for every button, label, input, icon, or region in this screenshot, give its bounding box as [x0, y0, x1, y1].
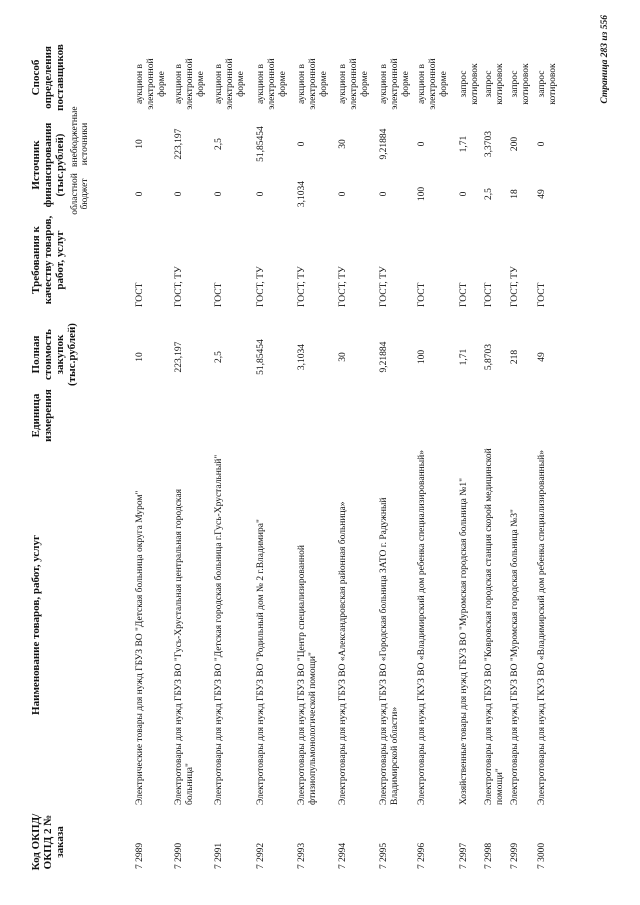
- row-requirements: ГОСТ, ТУ: [379, 266, 389, 307]
- row-cost: 100: [417, 349, 427, 365]
- row-regional: 100: [417, 186, 427, 202]
- row-cost: 51,85454: [256, 339, 266, 375]
- row-requirements: ГОСТ, ТУ: [256, 266, 266, 307]
- row-extra: 1,71: [459, 135, 469, 153]
- row-code: 7 2989: [135, 842, 145, 869]
- row-cost: 218: [510, 349, 520, 365]
- row-requirements: ГОСТ, ТУ: [174, 266, 184, 307]
- row-method: запрос котировок: [459, 63, 480, 105]
- row-code: 7 2998: [484, 842, 494, 869]
- row-code: 7 2996: [417, 842, 427, 869]
- row-regional: 0: [256, 191, 266, 197]
- row-name: Электротовары для нужд ГБУЗ ВО "Детская городская больница г.Гусь-Хрустальный": [214, 454, 224, 805]
- row-regional: 0: [135, 191, 145, 197]
- row-code: 7 2994: [338, 842, 348, 869]
- row-regional: 0: [174, 191, 184, 197]
- row-name: Электротовары для нужд ГБУЗ ВО "Ковровская городская станция скорой медицинской помощи": [484, 448, 505, 805]
- row-cost: 30: [338, 352, 348, 362]
- header-requirements: Требования к качеству товаров, работ, услуг: [30, 215, 66, 305]
- page-footer: Страница 283 из 556: [600, 15, 610, 104]
- row-regional: 3,1034: [297, 180, 307, 208]
- header-source: Источник финансирования (тыс.рублей): [30, 122, 66, 208]
- row-name: Электротовары для нужд ГБУЗ ВО "Центр специализированной фтизиопульмонологической помощи": [297, 545, 318, 805]
- header-name: Наименование товаров, работ, услуг: [30, 535, 42, 715]
- row-code: 7 2999: [510, 842, 520, 869]
- row-method: аукцион в электронной форме: [135, 58, 167, 110]
- row-regional: 49: [537, 189, 547, 199]
- row-cost: 10: [135, 352, 145, 362]
- header-source-extra: внебюджетные источники: [70, 106, 90, 167]
- row-method: аукцион в электронной форме: [214, 58, 246, 110]
- row-method: запрос котировок: [484, 63, 505, 105]
- row-cost: 2,5: [214, 351, 224, 363]
- row-extra: 0: [297, 141, 307, 147]
- row-name: Электротовары для нужд ГБУЗ ВО "Гусь-Хрустальная центральная городская больница": [174, 489, 195, 805]
- row-method: аукцион в электронной форме: [174, 58, 206, 110]
- row-method: аукцион в электронной форме: [256, 58, 288, 110]
- row-name: Электротовары для нужд ГБУЗ ВО "Муромская городская больница №3": [510, 509, 520, 805]
- row-regional: 0: [214, 191, 224, 197]
- row-method: запрос котировок: [510, 63, 531, 105]
- row-regional: 0: [459, 191, 469, 197]
- row-regional: 0: [379, 191, 389, 197]
- row-method: аукцион в электронной форме: [379, 58, 411, 110]
- row-name: Электротовары для нужд ГБУЗ ВО "Родильный дом № 2 г.Владимира": [256, 519, 266, 805]
- row-requirements: ГОСТ: [537, 282, 547, 307]
- row-extra: 2,5: [214, 138, 224, 150]
- row-regional: 2,5: [484, 188, 494, 200]
- row-requirements: ГОСТ: [459, 282, 469, 307]
- row-regional: 0: [338, 191, 348, 197]
- row-code: 7 3000: [537, 842, 547, 869]
- row-cost: 3,1034: [297, 343, 307, 371]
- row-code: 7 2992: [256, 842, 266, 869]
- row-name: Электротовары для нужд ГБУЗ ВО «Александровская районная больница»: [338, 501, 348, 805]
- row-extra: 0: [537, 141, 547, 147]
- row-requirements: ГОСТ, ТУ: [510, 266, 520, 307]
- row-code: 7 2995: [379, 842, 389, 869]
- row-extra: 30: [338, 139, 348, 149]
- row-cost: 223,197: [174, 341, 184, 373]
- row-method: аукцион в электронной форме: [297, 58, 329, 110]
- header-cost: Полная стоимость закупок (тыс.рублей): [30, 323, 78, 386]
- row-code: 7 2997: [459, 842, 469, 869]
- row-extra: 0: [417, 141, 427, 147]
- row-extra: 200: [510, 136, 520, 152]
- row-name: Электротовары для нужд ГКУЗ ВО «Владимирский дом ребенка специализированный»: [537, 450, 547, 805]
- row-extra: 51,85454: [256, 126, 266, 162]
- row-code: 7 2991: [214, 842, 224, 869]
- row-name: Хозяйственные товары для нужд ГБУЗ ВО "Муромская городская больница №1": [459, 478, 469, 805]
- row-method: аукцион в электронной форме: [417, 58, 449, 110]
- header-method: Способ определения поставщиков: [30, 44, 66, 111]
- row-cost: 9,21884: [379, 341, 389, 373]
- header-unit: Единица измерения: [30, 389, 54, 442]
- header-source-regional: областной бюджет: [70, 173, 90, 215]
- row-method: запрос котировок: [537, 63, 558, 105]
- row-regional: 18: [510, 189, 520, 199]
- row-method: аукцион в электронной форме: [338, 58, 370, 110]
- row-extra: 9,21884: [379, 128, 389, 160]
- header-code: Код ОКПД/ ОКПД 2 № заказа: [30, 813, 66, 871]
- row-name: Электротовары для нужд ГКУЗ ВО «Владимирский дом ребенка специализированный»: [417, 450, 427, 805]
- row-requirements: ГОСТ: [417, 282, 427, 307]
- row-extra: 3,3703: [484, 130, 494, 158]
- row-requirements: ГОСТ, ТУ: [338, 266, 348, 307]
- row-requirements: ГОСТ: [135, 282, 145, 307]
- row-name: Электрические товары для нужд ГБУЗ ВО "Детская больница округа Муром": [135, 490, 145, 805]
- row-extra: 10: [135, 139, 145, 149]
- row-name: Электротовары для нужд ГБУЗ ВО «Городская больница ЗАТО г. Радужный Владимирской области»: [379, 497, 400, 805]
- row-code: 7 2990: [174, 842, 184, 869]
- row-cost: 49: [537, 352, 547, 362]
- row-requirements: ГОСТ: [484, 282, 494, 307]
- row-code: 7 2993: [297, 842, 307, 869]
- row-extra: 223,197: [174, 128, 184, 160]
- row-requirements: ГОСТ: [214, 282, 224, 307]
- row-cost: 5,8703: [484, 343, 494, 371]
- row-requirements: ГОСТ, ТУ: [297, 266, 307, 307]
- row-cost: 1,71: [459, 348, 469, 366]
